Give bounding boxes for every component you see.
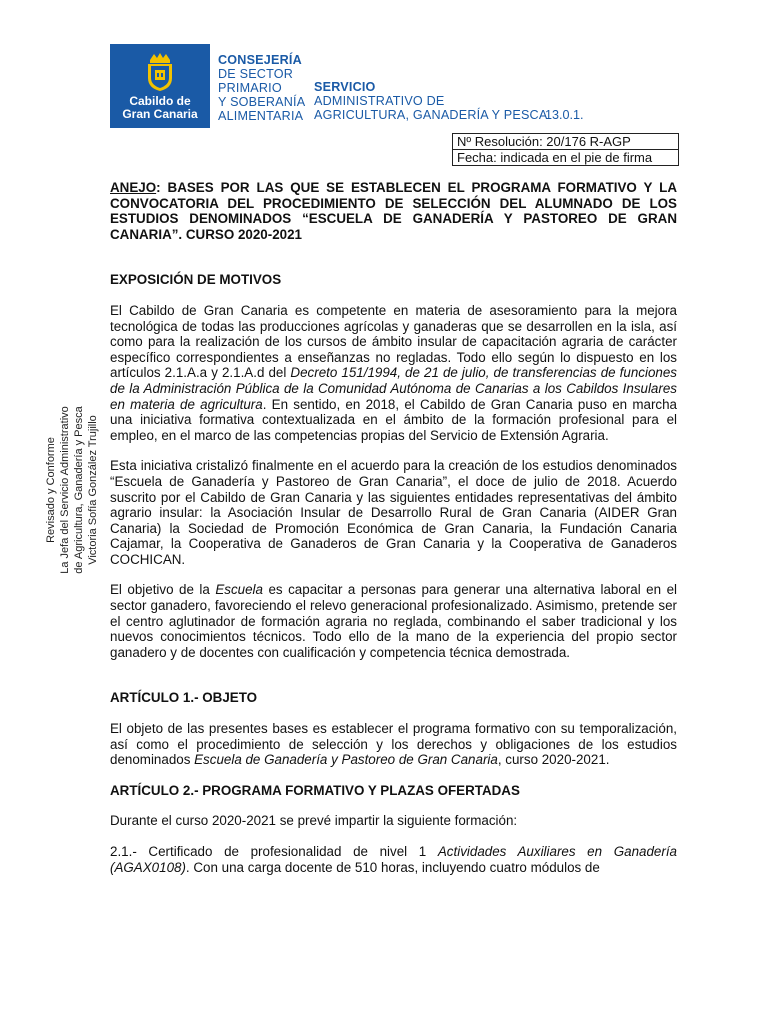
- side-note-line-1: Revisado y Conforme: [45, 437, 57, 543]
- org-name: [218, 53, 305, 123]
- coat-of-arms-icon: [144, 52, 176, 92]
- p3-text-a: El objetivo de la: [110, 582, 216, 598]
- p1-text-b: . En sentido, en 2018, el Cabildo de Gran Canaria puso en marcha una iniciativa formativa contextualizada en el ámbito de la formación profesional para el empleo, en el marco de las competencias propias del Servicio de Extensión Agraria.: [110, 396, 677, 443]
- heading-articulo-2: ARTÍCULO 2.- PROGRAMA FORMATIVO Y PLAZAS OFERTADAS: [110, 782, 520, 798]
- org-line-1: CONSEJERÍA: [218, 53, 302, 67]
- heading-exposicion: EXPOSICIÓN DE MOTIVOS: [110, 272, 282, 288]
- heading-articulo-1: ARTÍCULO 1.- OBJETO: [110, 690, 258, 706]
- service-line-2: ADMINISTRATIVO DE: [314, 94, 445, 108]
- p6-text-b: . Con una carga docente de 510 horas, incluyendo cuatro módulos de: [185, 859, 600, 875]
- p3-text-b: es capacitar a personas para generar una alternativa laboral en el sector ganadero, favoreciendo el relevo generacional profesionalizado. Asimismo, pretende ser el centro aglutinador de formación agraria no reglada, combinando el saber tradicional y los nuevos conocimientos técnicos. Todo ello de la mano de la experiencia del propio sector ganadero y de docentes con cualificación y competencia técnica demostrada.: [110, 582, 677, 660]
- logo-line-2: Gran Canaria: [122, 107, 198, 121]
- paragraph-3: [110, 582, 677, 660]
- paragraph-6: [110, 844, 677, 875]
- side-note-line-3: de Agricultura, Ganadería y Pesca: [73, 406, 85, 574]
- org-line-4: Y SOBERANÍA: [218, 95, 306, 109]
- p1-decree: Decreto 151/1994, de 21 de julio, de transferencias de funciones de la Administración Pública de la Comunidad Autónoma de Canarias a los Cabildos Insulares en materia de agricultura: [110, 365, 677, 412]
- paragraph-4: [110, 721, 677, 768]
- p4-text-a: El objeto de las presentes bases es establecer el programa formativo con su temporalización, así como el procedimiento de selección y los derechos y obligaciones de los estudios denominados: [110, 721, 677, 768]
- org-line-2: DE SECTOR: [218, 67, 294, 81]
- logo-line-1: Cabildo de: [129, 94, 191, 108]
- p4-text-b: , curso 2020-2021.: [497, 752, 610, 768]
- side-note-line-2: La Jefa del Servicio Administrativo: [59, 406, 71, 574]
- logo-text: [110, 95, 210, 121]
- side-note-line-4: Victoria Sofía González Trujillo: [87, 415, 99, 565]
- side-signature-note: [44, 395, 100, 585]
- resolution-date: Fecha: indicada en el pie de firma: [453, 149, 678, 165]
- p1-text-a: El Cabildo de Gran Canaria es competente en materia de asesoramiento para la mejora tecnológica de todas las producciones agrícolas y ganaderas que se desarrollen en la isla, así como para la realización de los cursos de ámbito insular de capacitación agraria de carácter específico correspondientes a enseñanzas no regladas. Todo ello según lo dispuesto en los artículos 2.1.A.a y 2.1.A.d del: [110, 302, 677, 381]
- resolution-box: [452, 133, 679, 166]
- service-line-1: SERVICIO: [314, 80, 376, 94]
- service-name: [314, 80, 547, 122]
- p3-escuela: Escuela: [215, 582, 263, 598]
- document-code: 13.0.1.: [545, 108, 584, 122]
- resolution-number: Nº Resolución: 20/176 R-AGP: [457, 134, 631, 149]
- cabildo-logo: [110, 44, 210, 128]
- document-title: [110, 180, 677, 242]
- p4-escuela-name: Escuela de Ganadería y Pastoreo de Gran Canaria: [194, 752, 498, 768]
- title-text: : BASES POR LAS QUE SE ESTABLECEN EL PROGRAMA FORMATIVO Y LA CONVOCATORIA DEL PROCEDIMIENTO DE SELECCIÓN DEL ALUMNADO DE LOS ESTUDIOS DENOMINADOS “ESCUELA DE GANADERÍA Y PASTOREO DE GRAN CANARIA”. CURSO 2020-2021: [110, 180, 677, 242]
- p6-text-a: 2.1.- Certificado de profesionalidad de nivel 1: [110, 844, 438, 859]
- org-line-5: ALIMENTARIA: [218, 109, 304, 123]
- paragraph-2: Esta iniciativa cristalizó finalmente en el acuerdo para la creación de los estudios denominados “Escuela de Ganadería y Pastoreo de Gran Canaria”, el doce de julio de 2018. Acuerdo suscrito por el Cabildo de Gran Canaria y las siguientes entidades representativas del ámbito agrario insular: la Asociación Insular de Desarrollo Rural de Gran Canaria (AIDER Gran Canaria) la Sociedad de Promoción Económica de Gran Canaria, la Fundación Canaria Cajamar, la Cooperativa de Ganaderos de Gran Canaria y la Cooperativa de Ganaderos COCHICAN.: [110, 458, 677, 567]
- document-body: [110, 180, 677, 875]
- paragraph-5: Durante el curso 2020-2021 se prevé impartir la siguiente formación:: [110, 813, 518, 829]
- org-line-3: PRIMARIO: [218, 81, 282, 95]
- title-anejo: ANEJO: [110, 180, 157, 195]
- p6-certificate: Actividades Auxiliares en Ganadería (AGAX0108): [110, 844, 677, 875]
- paragraph-1: [110, 303, 677, 443]
- service-line-3: AGRICULTURA, GANADERÍA Y PESCA: [314, 108, 548, 122]
